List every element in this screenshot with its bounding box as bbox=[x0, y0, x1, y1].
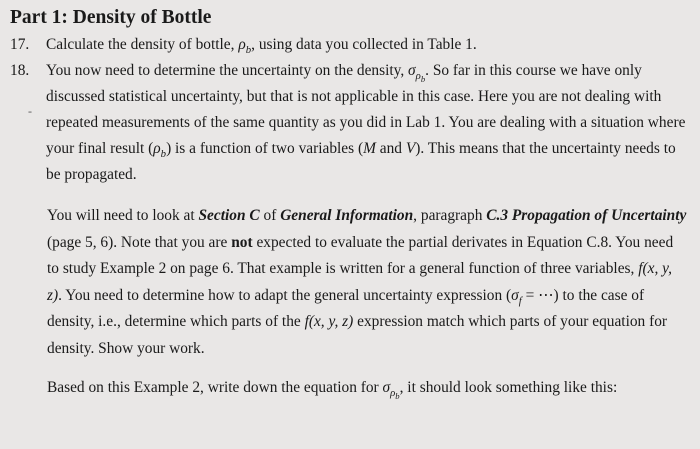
function-f: f(x, y, z) bbox=[47, 260, 672, 304]
question-text: You now need to determine the uncertainty on the density, $\sigma_{\rho_b}$. So far in this course we have only discussed statistical uncertainty, but that is not applicable in this case. Here you are not dealing with repeated measurements of the same quantity as you did in Lab 1. You are dealing with a situation where your final result $(\rho_b)$ is a function of two variables (M and V). This means that the uncertainty needs to be propagated. bbox=[46, 62, 686, 183]
function-f: f(x, y, z) bbox=[304, 313, 354, 330]
section-title: Part 1: Density of Bottle bbox=[10, 7, 212, 28]
question-17 bbox=[10, 32, 688, 58]
rho-symbol: $\rho_b$ bbox=[238, 36, 252, 56]
instruction-paragraph: You will need to look at Section C of General Information, paragraph C.3 Propagation of Uncertainty (page 5, 6). Note that you are not expected to evaluate the partial derivates in Equation C.8. You need to study Example 2 on page 6. That example is written for a general function of three variables, f(x, y, z). You need to determine how to adapt the general uncertainty expression ($\sigma_f$ = ⋯) to the case of density, i.e., determine which parts of the f(x, y, z) expression match which parts of your equation for density. Show your work. bbox=[47, 207, 687, 357]
sigma-symbol: $\sigma_{\rho_b}$ bbox=[382, 379, 400, 401]
question-18 bbox=[10, 58, 688, 188]
margin-mark: - bbox=[28, 104, 32, 118]
rho-symbol: $\rho_b$ bbox=[153, 140, 167, 160]
question-number: 17. bbox=[10, 36, 30, 53]
question-number: 18. bbox=[10, 62, 30, 79]
variable-m: M bbox=[363, 140, 376, 157]
sigma-symbol: $\sigma_{\rho_b}$ bbox=[408, 62, 426, 84]
question-text: Calculate the density of bottle, $\rho_b$, using data you collected in Table 1. bbox=[46, 36, 477, 56]
example-paragraph: Based on this Example 2, write down the equation for $\sigma_{\rho_b}$, it should look something like this: bbox=[47, 379, 618, 401]
sigma-f-symbol: $\sigma_f$ bbox=[511, 286, 522, 307]
variable-v: V bbox=[405, 140, 416, 157]
